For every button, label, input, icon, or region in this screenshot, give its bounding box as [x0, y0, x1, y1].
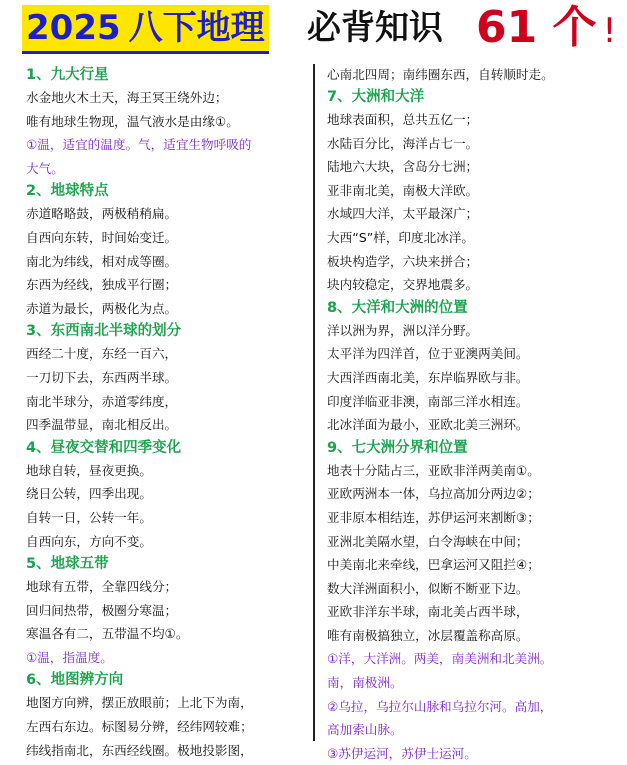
verse-line: 南北半球分，赤道零纬度，: [26, 393, 178, 409]
section-heading: 1、九大行星: [26, 67, 109, 83]
section-heading: 8、大洋和大洲的位置: [327, 299, 468, 316]
verse-line: 陆地六大块，含岛分七洲；: [327, 159, 479, 175]
title-count-text: 61 个: [476, 2, 597, 53]
verse-line: 印度洋临亚非澳，南部三洋水相连。: [327, 393, 529, 409]
verse-line: 水金地火木土天，海王冥王绕外边；: [26, 90, 228, 105]
section-6: [26, 669, 311, 762]
footnote-line: 大气。: [26, 160, 64, 176]
verse-line: 地表十分陆占三，亚欧非洋两美南①。: [327, 462, 540, 478]
section-7: [327, 86, 622, 297]
verse-line: 太平洋为四洋首，位于亚澳两美间。: [327, 346, 529, 362]
section-heading: 6、地图辨方向: [26, 672, 124, 689]
footnote-line: 高加索山脉。: [327, 722, 403, 738]
verse-line: 亚洲北美隔水望，白令海峡在中间；: [327, 533, 529, 549]
verse-line: 左西右东边。标图易分辨，经纬网较难；: [26, 719, 253, 735]
footnote-line: ①温，指温度。: [26, 649, 113, 665]
section-1: [26, 64, 311, 180]
verse-line: 大西洋西南北美，东岸临界欧与非。: [327, 369, 529, 385]
verse-line: 地球自转，昼夜更换。: [26, 462, 152, 478]
verse-line: 赤道为最长，两极化为点。: [26, 300, 178, 316]
title-phrase: 八下地理: [128, 8, 265, 48]
section-4: [26, 437, 311, 553]
verse-line: 唯有地球生物现，温气液水是由缘①。: [26, 113, 239, 129]
verse-line: 地图方向辨，摆正放眼前；上北下为南，: [26, 695, 253, 711]
title-year: 2025: [26, 8, 121, 48]
title-rest: 必背知识: [307, 8, 443, 48]
footnote-line: ①洋，大洋洲。两美，南美洲和北美洲。: [327, 651, 553, 667]
footnote-line: 南，南极洲。: [327, 675, 403, 691]
verse-line: 水陆百分比，海洋占七一。: [327, 135, 479, 151]
verse-line: 亚欧非洋东半球，南北美占西半球，: [327, 604, 529, 620]
verse-line: 唯有南极搞独立，冰层覆盖称高原。: [327, 627, 529, 643]
verse-line: 绕日公转，四季出现。: [26, 486, 152, 502]
verse-line: 大西“S”样，印度北冰洋。: [327, 229, 474, 245]
footnote-line: ②乌拉，乌拉尔山脉和乌拉尔河。高加，: [327, 698, 553, 714]
section-heading: 4、昼夜交替和四季变化: [26, 439, 182, 456]
verse-line: 回归间热带，极圈分寒温；: [26, 602, 178, 618]
verse-line: 西经二十度，东经一百六，: [26, 346, 178, 362]
verse-line: 数大洋洲面积小，似断不断亚下边。: [327, 580, 529, 596]
section-8: [327, 297, 622, 437]
page-header: [0, 0, 627, 60]
verse-line: 纬线指南北，东西经线圈。极地投影图，: [26, 742, 253, 758]
footnote-line: ①温，适宜的温度。气，适宜生物呼吸的: [26, 137, 252, 153]
verse-line: 地球有五带，全靠四线分；: [26, 579, 178, 595]
verse-line: 板块构造学，六块来拼合；: [327, 253, 479, 269]
verse-line: 东西为经线，独成平行圈；: [26, 277, 178, 293]
verse-line: 亚欧两洲本一体，乌拉高加分两边②；: [327, 486, 540, 502]
section-heading: 2、地球特点: [26, 183, 109, 200]
column-divider: [313, 64, 315, 741]
verse-line: 一刀切下去，东西两半球。: [26, 369, 178, 385]
verse-line: 北冰洋面为最小，亚欧北美三洲环。: [327, 417, 529, 433]
verse-line: 块内较稳定，交界地震多。: [327, 277, 479, 293]
section-2: [26, 180, 311, 320]
section-3: [26, 320, 311, 436]
verse-line: 自转一日，公转一年。: [26, 509, 152, 525]
verse-line: 亚非南北美，南极大洋欧。: [327, 182, 479, 198]
title-highlight: [22, 5, 269, 54]
section-heading: 9、七大洲分界和位置: [327, 439, 468, 456]
verse-line: 亚非原本相结连，苏伊运河来割断③；: [327, 509, 540, 525]
verse-line: 赤道略略鼓，两极稍稍扁。: [26, 206, 178, 222]
left-column: [26, 64, 311, 762]
section-5: [26, 553, 311, 669]
section-heading: 7、大洲和大洋: [327, 89, 425, 105]
section-heading: 3、东西南北半球的划分: [26, 323, 182, 340]
verse-line: 四季温带显，南北相反出。: [26, 417, 178, 433]
verse-line: 中美南北来牵线，巴拿运河又阻拦④；: [327, 557, 540, 573]
verse-line: 寒温各有二，五带温不均①。: [26, 626, 189, 642]
verse-line: 地球表面积，总共五亿一；: [327, 112, 479, 127]
verse-line: 自西向东，方向不变。: [26, 533, 152, 549]
verse-line: 南北为纬线，相对成等圈。: [26, 253, 178, 269]
continued-line: 心南北四周；南纬圈东西，自转顺时走。: [327, 67, 554, 82]
right-column: [327, 64, 622, 765]
verse-line: 水域四大洋，太平最深广；: [327, 206, 479, 222]
title-count: [476, 0, 616, 56]
section-heading: 5、地球五带: [26, 556, 109, 573]
title-bang: !: [602, 11, 617, 51]
verse-line: 自西向东转，时间始变迁。: [26, 229, 178, 245]
section-9: [327, 437, 622, 765]
footnote-line: ③苏伊运河，苏伊士运河。: [327, 745, 477, 761]
verse-line: 洋以洲为界，洲以洋分野。: [327, 322, 479, 338]
